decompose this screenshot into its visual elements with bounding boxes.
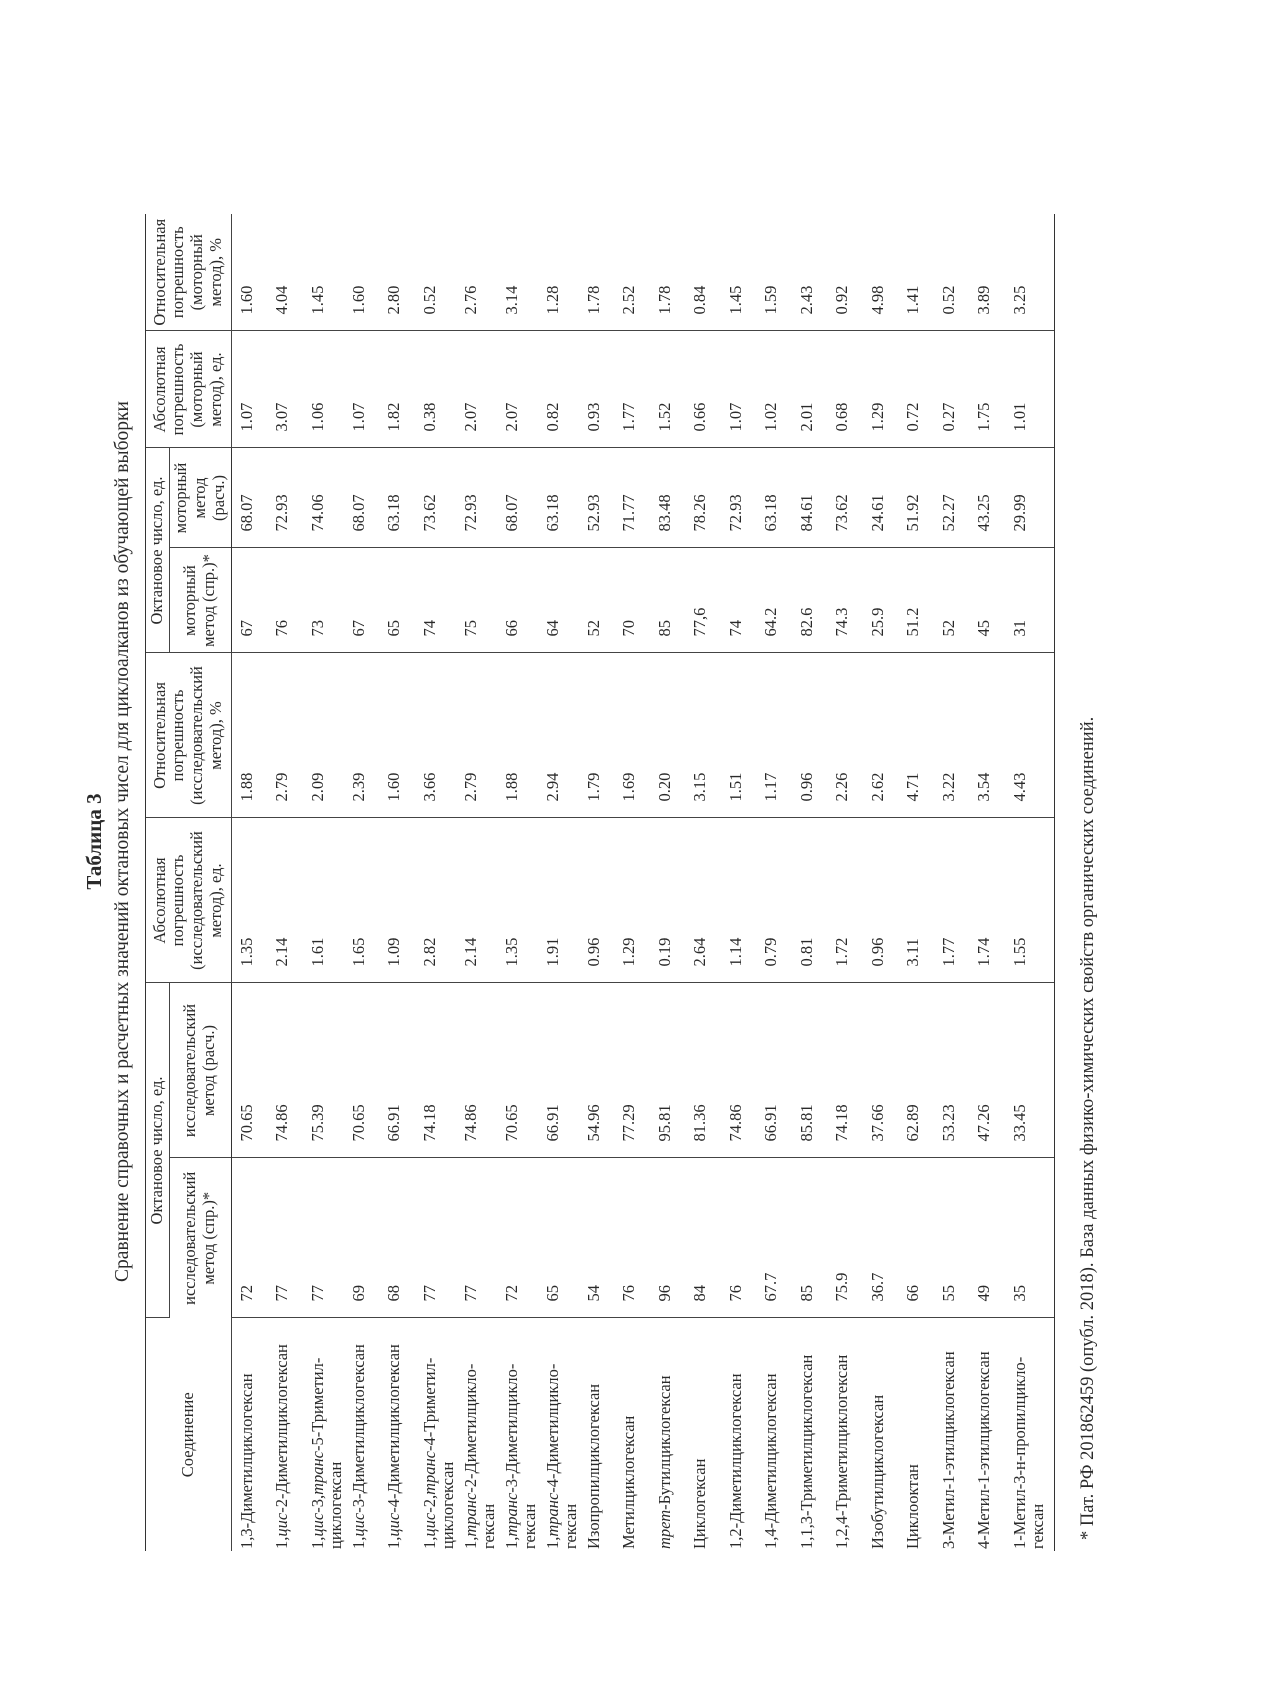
compound-name bbox=[460, 1318, 501, 1551]
compound-name-part: -2, bbox=[419, 1494, 439, 1513]
compound-name-part: цис bbox=[272, 1512, 292, 1537]
header-research-calc: исследовательский метод (расч.) bbox=[169, 983, 231, 1158]
rel-err-motor-cell: 2.76 bbox=[460, 214, 501, 331]
rel-err-research-cell: 4.43 bbox=[1009, 653, 1054, 818]
research-ref-cell: 68 bbox=[383, 1158, 419, 1318]
rel-err-motor-cell: 1.45 bbox=[725, 214, 761, 331]
motor-calc-cell: 43.25 bbox=[973, 448, 1009, 548]
compound-name-part: 1, bbox=[460, 1536, 480, 1549]
motor-ref-cell: 74 bbox=[725, 548, 761, 653]
rel-err-research-cell: 2.79 bbox=[271, 653, 307, 818]
rel-err-motor-cell: 1.78 bbox=[654, 214, 690, 331]
motor-calc-cell: 83.48 bbox=[654, 448, 690, 548]
compound-name bbox=[618, 1318, 654, 1551]
abs-err-motor-cell: 1.07 bbox=[231, 331, 271, 448]
abs-err-research-cell: 1.55 bbox=[1009, 818, 1054, 983]
abs-err-research-cell: 2.64 bbox=[689, 818, 725, 983]
research-ref-cell: 77 bbox=[419, 1158, 460, 1318]
table-row bbox=[938, 66, 974, 1551]
motor-calc-cell: 29.99 bbox=[1009, 448, 1054, 548]
research-calc-cell: 66.91 bbox=[542, 983, 583, 1158]
abs-err-motor-cell: 0.66 bbox=[689, 331, 725, 448]
abs-err-research-cell: 1.09 bbox=[383, 818, 419, 983]
motor-ref-cell: 85 bbox=[654, 548, 690, 653]
abs-err-motor-cell: 1.77 bbox=[618, 331, 654, 448]
rel-err-motor-cell: 1.41 bbox=[902, 214, 938, 331]
research-calc-cell: 74.18 bbox=[831, 983, 867, 1158]
compound-name-part: 1-Метил-3-н-пропилцикло-гексан bbox=[1009, 1356, 1048, 1549]
research-ref-cell: 76 bbox=[725, 1158, 761, 1318]
motor-calc-cell: 68.07 bbox=[501, 448, 542, 548]
compound-name-part: Изопропилциклогексан bbox=[583, 1383, 603, 1549]
research-calc-cell: 66.91 bbox=[760, 983, 796, 1158]
research-calc-cell: 75.39 bbox=[307, 983, 348, 1158]
abs-err-motor-cell: 0.27 bbox=[938, 331, 974, 448]
table-row bbox=[348, 66, 384, 1551]
compound-name-part: 1, bbox=[501, 1536, 521, 1549]
research-calc-cell: 47.26 bbox=[973, 983, 1009, 1158]
abs-err-research-cell: 1.29 bbox=[618, 818, 654, 983]
compound-name-part: -3-Диметилцикло-гексан bbox=[501, 1363, 540, 1549]
abs-err-research-cell: 1.72 bbox=[831, 818, 867, 983]
table-row bbox=[725, 66, 761, 1551]
header-abs-err-motor: Абсолютная погрешность (моторный метод), ед. bbox=[146, 331, 232, 448]
octane-comparison-table bbox=[145, 66, 1055, 1551]
compound-name bbox=[1009, 1318, 1054, 1551]
motor-calc-cell: 52.27 bbox=[938, 448, 974, 548]
rel-err-research-cell: 2.62 bbox=[867, 653, 903, 818]
compound-name-part: Циклооктан bbox=[903, 1464, 923, 1549]
rel-err-research-cell: 1.88 bbox=[501, 653, 542, 818]
rel-err-motor-cell: 2.52 bbox=[618, 214, 654, 331]
compound-name-part: транс bbox=[460, 1492, 480, 1537]
compound-name-part: 1, bbox=[384, 1536, 404, 1549]
rel-err-research-cell: 3.66 bbox=[419, 653, 460, 818]
header-research-ref: исследовательский метод (спр.)* bbox=[169, 1158, 231, 1318]
research-ref-cell: 77 bbox=[307, 1158, 348, 1318]
motor-ref-cell: 76 bbox=[271, 548, 307, 653]
rel-err-motor-cell: 0.92 bbox=[831, 214, 867, 331]
research-ref-cell: 76 bbox=[618, 1158, 654, 1318]
motor-calc-cell: 63.18 bbox=[760, 448, 796, 548]
rel-err-motor-cell: 1.59 bbox=[760, 214, 796, 331]
motor-calc-cell: 73.62 bbox=[831, 448, 867, 548]
rel-err-motor-cell: 1.60 bbox=[231, 214, 271, 331]
motor-calc-cell: 84.61 bbox=[796, 448, 832, 548]
rel-err-motor-cell: 1.28 bbox=[542, 214, 583, 331]
motor-calc-cell: 63.18 bbox=[383, 448, 419, 548]
table-row bbox=[689, 66, 725, 1551]
rel-err-research-cell: 0.20 bbox=[654, 653, 690, 818]
table-row bbox=[867, 66, 903, 1551]
table-row bbox=[618, 66, 654, 1551]
compound-name bbox=[902, 1318, 938, 1551]
compound-name-part: -Бутилциклогексан bbox=[654, 1375, 674, 1510]
abs-err-research-cell: 3.11 bbox=[902, 818, 938, 983]
rel-err-motor-cell: 1.45 bbox=[307, 214, 348, 331]
abs-err-motor-cell: 0.93 bbox=[583, 331, 619, 448]
motor-ref-cell: 67 bbox=[231, 548, 271, 653]
compound-name bbox=[542, 1318, 583, 1551]
abs-err-motor-cell: 1.82 bbox=[383, 331, 419, 448]
rel-err-motor-cell: 2.80 bbox=[383, 214, 419, 331]
research-calc-cell: 62.89 bbox=[902, 983, 938, 1158]
abs-err-research-cell: 1.74 bbox=[973, 818, 1009, 983]
abs-err-research-cell: 0.19 bbox=[654, 818, 690, 983]
rel-err-research-cell: 3.15 bbox=[689, 653, 725, 818]
research-calc-cell: 53.23 bbox=[938, 983, 974, 1158]
compound-name-part: 1, bbox=[542, 1536, 562, 1549]
rel-err-motor-cell: 3.89 bbox=[973, 214, 1009, 331]
rel-err-research-cell: 1.51 bbox=[725, 653, 761, 818]
research-calc-cell: 70.65 bbox=[501, 983, 542, 1158]
research-calc-cell: 74.86 bbox=[271, 983, 307, 1158]
research-ref-cell: 49 bbox=[973, 1158, 1009, 1318]
motor-ref-cell: 45 bbox=[973, 548, 1009, 653]
compound-name-part: 1,2,4-Триметилциклогексан bbox=[832, 1354, 852, 1549]
motor-ref-cell: 51.2 bbox=[902, 548, 938, 653]
abs-err-motor-cell: 1.29 bbox=[867, 331, 903, 448]
abs-err-research-cell: 0.81 bbox=[796, 818, 832, 983]
motor-calc-cell: 73.62 bbox=[419, 448, 460, 548]
header-motor-calc: моторный метод (расч.) bbox=[169, 448, 231, 548]
rel-err-motor-cell: 2.43 bbox=[796, 214, 832, 331]
compound-name bbox=[938, 1318, 974, 1551]
motor-calc-cell: 72.93 bbox=[271, 448, 307, 548]
compound-name-part: цис bbox=[348, 1512, 368, 1537]
motor-ref-cell: 73 bbox=[307, 548, 348, 653]
abs-err-research-cell: 2.14 bbox=[460, 818, 501, 983]
header-octane-motor: Октановое число, ед. bbox=[146, 448, 170, 653]
rel-err-motor-cell: 3.14 bbox=[501, 214, 542, 331]
abs-err-research-cell: 1.14 bbox=[725, 818, 761, 983]
motor-ref-cell: 52 bbox=[583, 548, 619, 653]
compound-name-part: -2-Диметилцикло-гексан bbox=[460, 1363, 499, 1549]
research-calc-cell: 33.45 bbox=[1009, 983, 1054, 1158]
motor-ref-cell: 66 bbox=[501, 548, 542, 653]
rel-err-research-cell: 2.09 bbox=[307, 653, 348, 818]
compound-name-part: 1,2-Диметилциклогексан bbox=[725, 1373, 745, 1549]
compound-name bbox=[271, 1318, 307, 1551]
motor-calc-cell: 71.77 bbox=[618, 448, 654, 548]
research-ref-cell: 75.9 bbox=[831, 1158, 867, 1318]
abs-err-motor-cell: 0.68 bbox=[831, 331, 867, 448]
abs-err-motor-cell: 1.01 bbox=[1009, 331, 1054, 448]
research-ref-cell: 72 bbox=[231, 1158, 271, 1318]
research-ref-cell: 72 bbox=[501, 1158, 542, 1318]
research-calc-cell: 74.86 bbox=[460, 983, 501, 1158]
research-calc-cell: 70.65 bbox=[348, 983, 384, 1158]
rel-err-motor-cell: 4.04 bbox=[271, 214, 307, 331]
rel-err-research-cell: 2.26 bbox=[831, 653, 867, 818]
compound-name bbox=[501, 1318, 542, 1551]
research-ref-cell: 36.7 bbox=[867, 1158, 903, 1318]
table-row bbox=[973, 66, 1009, 1551]
abs-err-motor-cell: 0.72 bbox=[902, 331, 938, 448]
motor-calc-cell: 52.93 bbox=[583, 448, 619, 548]
motor-ref-cell: 67 bbox=[348, 548, 384, 653]
research-ref-cell: 96 bbox=[654, 1158, 690, 1318]
abs-err-motor-cell: 1.02 bbox=[760, 331, 796, 448]
abs-err-research-cell: 0.96 bbox=[583, 818, 619, 983]
abs-err-motor-cell: 3.07 bbox=[271, 331, 307, 448]
research-ref-cell: 67.7 bbox=[760, 1158, 796, 1318]
compound-name-part: -2-Диметилциклогексан bbox=[272, 1344, 292, 1513]
abs-err-motor-cell: 1.07 bbox=[348, 331, 384, 448]
header-compound: Соединение bbox=[146, 1318, 232, 1551]
table-row bbox=[831, 66, 867, 1551]
research-calc-cell: 66.91 bbox=[383, 983, 419, 1158]
rel-err-research-cell: 1.88 bbox=[231, 653, 271, 818]
rel-err-research-cell: 1.17 bbox=[760, 653, 796, 818]
compound-name-part: 1, bbox=[272, 1536, 292, 1549]
abs-err-motor-cell: 2.01 bbox=[796, 331, 832, 448]
abs-err-motor-cell: 2.07 bbox=[501, 331, 542, 448]
research-calc-cell: 54.96 bbox=[583, 983, 619, 1158]
header-rel-err-research: Относительная погрешность (исследовательский метод), % bbox=[146, 653, 232, 818]
compound-name bbox=[348, 1318, 384, 1551]
rel-err-research-cell: 0.96 bbox=[796, 653, 832, 818]
research-calc-cell: 85.81 bbox=[796, 983, 832, 1158]
abs-err-research-cell: 1.35 bbox=[231, 818, 271, 983]
rel-err-motor-cell: 0.52 bbox=[938, 214, 974, 331]
table-body bbox=[231, 66, 1054, 1551]
table-title: Сравнение справочных и расчетных значений октановых чисел для циклоалканов из обучающей выборки bbox=[112, 401, 133, 1282]
rel-err-motor-cell: 4.98 bbox=[867, 214, 903, 331]
rel-err-research-cell: 1.60 bbox=[383, 653, 419, 818]
rel-err-research-cell: 1.69 bbox=[618, 653, 654, 818]
motor-ref-cell: 82.6 bbox=[796, 548, 832, 653]
research-ref-cell: 35 bbox=[1009, 1158, 1054, 1318]
abs-err-research-cell: 1.61 bbox=[307, 818, 348, 983]
rel-err-motor-cell: 0.52 bbox=[419, 214, 460, 331]
research-ref-cell: 66 bbox=[902, 1158, 938, 1318]
compound-name bbox=[831, 1318, 867, 1551]
compound-name-part: транс bbox=[501, 1492, 521, 1537]
abs-err-motor-cell: 1.52 bbox=[654, 331, 690, 448]
compound-name bbox=[583, 1318, 619, 1551]
table-row bbox=[383, 66, 419, 1551]
motor-ref-cell: 64 bbox=[542, 548, 583, 653]
compound-name-part: -4-Триметил-циклогексан bbox=[419, 1357, 458, 1549]
table-row bbox=[307, 66, 348, 1551]
compound-name-part: цис bbox=[419, 1512, 439, 1537]
abs-err-research-cell: 1.35 bbox=[501, 818, 542, 983]
footnote: * Пат. РФ 201862459 (опубл. 2018). База данных физико-химических свойств органических соединений. bbox=[1078, 716, 1098, 1540]
table-row bbox=[1009, 66, 1054, 1551]
motor-ref-cell: 64.2 bbox=[760, 548, 796, 653]
rel-err-research-cell: 2.39 bbox=[348, 653, 384, 818]
abs-err-research-cell: 2.82 bbox=[419, 818, 460, 983]
compound-name bbox=[973, 1318, 1009, 1551]
motor-calc-cell: 74.06 bbox=[307, 448, 348, 548]
motor-ref-cell: 25.9 bbox=[867, 548, 903, 653]
table-row bbox=[583, 66, 619, 1551]
abs-err-research-cell: 2.14 bbox=[271, 818, 307, 983]
research-ref-cell: 69 bbox=[348, 1158, 384, 1318]
header-abs-err-research: Абсолютная погрешность (исследовательский метод), ед. bbox=[146, 818, 232, 983]
abs-err-motor-cell: 2.07 bbox=[460, 331, 501, 448]
motor-calc-cell: 72.93 bbox=[460, 448, 501, 548]
abs-err-research-cell: 0.79 bbox=[760, 818, 796, 983]
rel-err-research-cell: 3.54 bbox=[973, 653, 1009, 818]
compound-name-part: -4-Диметилциклогексан bbox=[384, 1344, 404, 1513]
research-calc-cell: 37.66 bbox=[867, 983, 903, 1158]
table-number: Таблица 3 bbox=[82, 793, 106, 890]
motor-ref-cell: 77,6 bbox=[689, 548, 725, 653]
compound-name-part: -4-Диметилцикло-гексан bbox=[542, 1363, 581, 1549]
compound-name-part: 1,3-Диметилциклогексан bbox=[236, 1373, 256, 1549]
compound-name-part: Метилциклогексан bbox=[619, 1415, 639, 1549]
compound-name-part: транс bbox=[307, 1450, 327, 1495]
rel-err-motor-cell: 1.60 bbox=[348, 214, 384, 331]
compound-name bbox=[867, 1318, 903, 1551]
compound-name-part: -3-Диметилциклогексан bbox=[348, 1344, 368, 1513]
abs-err-research-cell: 1.77 bbox=[938, 818, 974, 983]
compound-name bbox=[231, 1318, 271, 1551]
compound-name-part: цис bbox=[384, 1512, 404, 1537]
table-row bbox=[796, 66, 832, 1551]
compound-name bbox=[760, 1318, 796, 1551]
motor-calc-cell: 51.92 bbox=[902, 448, 938, 548]
header-rel-err-motor: Относительная погрешность (моторный метод), % bbox=[146, 214, 232, 331]
motor-calc-cell: 78.26 bbox=[689, 448, 725, 548]
table-row bbox=[654, 66, 690, 1551]
compound-name-part: 3-Метил-1-этилциклогексан bbox=[938, 1351, 958, 1549]
compound-name-part: 1, bbox=[348, 1536, 368, 1549]
table-row bbox=[460, 66, 501, 1551]
research-ref-cell: 77 bbox=[460, 1158, 501, 1318]
compound-name bbox=[419, 1318, 460, 1551]
table-header bbox=[146, 66, 232, 1551]
compound-name-part: 1, bbox=[307, 1536, 327, 1549]
motor-ref-cell: 65 bbox=[383, 548, 419, 653]
abs-err-motor-cell: 0.38 bbox=[419, 331, 460, 448]
abs-err-research-cell: 1.91 bbox=[542, 818, 583, 983]
motor-ref-cell: 31 bbox=[1009, 548, 1054, 653]
table-row bbox=[542, 66, 583, 1551]
compound-name bbox=[796, 1318, 832, 1551]
research-calc-cell: 95.81 bbox=[654, 983, 690, 1158]
compound-name-part: трет bbox=[654, 1509, 674, 1549]
compound-name-part: 1,4-Диметилциклогексан bbox=[761, 1373, 781, 1549]
table-row bbox=[231, 66, 271, 1551]
research-ref-cell: 85 bbox=[796, 1158, 832, 1318]
rel-err-research-cell: 4.71 bbox=[902, 653, 938, 818]
motor-ref-cell: 74 bbox=[419, 548, 460, 653]
motor-calc-cell: 68.07 bbox=[231, 448, 271, 548]
compound-name-part: -3, bbox=[307, 1494, 327, 1513]
compound-name bbox=[383, 1318, 419, 1551]
compound-name-part: цис bbox=[307, 1512, 327, 1537]
research-calc-cell: 81.36 bbox=[689, 983, 725, 1158]
research-ref-cell: 54 bbox=[583, 1158, 619, 1318]
motor-calc-cell: 63.18 bbox=[542, 448, 583, 548]
compound-name-part: 4-Метил-1-этилциклогексан bbox=[974, 1351, 994, 1549]
motor-ref-cell: 52 bbox=[938, 548, 974, 653]
header-motor-ref: моторный метод (спр.)* bbox=[169, 548, 231, 653]
compound-name bbox=[654, 1318, 690, 1551]
compound-name-part: 1,1,3-Триметилциклогексан bbox=[796, 1354, 816, 1549]
rel-err-research-cell: 3.22 bbox=[938, 653, 974, 818]
motor-calc-cell: 72.93 bbox=[725, 448, 761, 548]
compound-name-part: транс bbox=[419, 1450, 439, 1495]
compound-name bbox=[689, 1318, 725, 1551]
table-row bbox=[902, 66, 938, 1551]
research-calc-cell: 74.18 bbox=[419, 983, 460, 1158]
research-ref-cell: 55 bbox=[938, 1158, 974, 1318]
rel-err-motor-cell: 3.25 bbox=[1009, 214, 1054, 331]
compound-name-part: -5-Триметил-циклогексан bbox=[307, 1357, 346, 1549]
compound-name bbox=[725, 1318, 761, 1551]
motor-ref-cell: 74.3 bbox=[831, 548, 867, 653]
table-row bbox=[760, 66, 796, 1551]
abs-err-motor-cell: 1.75 bbox=[973, 331, 1009, 448]
abs-err-research-cell: 0.96 bbox=[867, 818, 903, 983]
rel-err-motor-cell: 0.84 bbox=[689, 214, 725, 331]
compound-name-part: Изобутилциклогексан bbox=[867, 1394, 887, 1549]
abs-err-motor-cell: 0.82 bbox=[542, 331, 583, 448]
motor-calc-cell: 24.61 bbox=[867, 448, 903, 548]
rel-err-motor-cell: 1.78 bbox=[583, 214, 619, 331]
motor-calc-cell: 68.07 bbox=[348, 448, 384, 548]
abs-err-motor-cell: 1.06 bbox=[307, 331, 348, 448]
compound-name-part: 1, bbox=[419, 1536, 439, 1549]
research-calc-cell: 74.86 bbox=[725, 983, 761, 1158]
motor-ref-cell: 75 bbox=[460, 548, 501, 653]
compound-name-part: Циклогексан bbox=[690, 1458, 710, 1549]
motor-ref-cell: 70 bbox=[618, 548, 654, 653]
research-calc-cell: 70.65 bbox=[231, 983, 271, 1158]
research-ref-cell: 65 bbox=[542, 1158, 583, 1318]
research-ref-cell: 77 bbox=[271, 1158, 307, 1318]
header-octane-research: Октановое число, ед. bbox=[146, 983, 170, 1318]
rel-err-research-cell: 2.94 bbox=[542, 653, 583, 818]
research-ref-cell: 84 bbox=[689, 1158, 725, 1318]
compound-name-part: транс bbox=[542, 1492, 562, 1537]
rel-err-research-cell: 2.79 bbox=[460, 653, 501, 818]
table-row bbox=[501, 66, 542, 1551]
abs-err-motor-cell: 1.07 bbox=[725, 331, 761, 448]
compound-name bbox=[307, 1318, 348, 1551]
table-row bbox=[419, 66, 460, 1551]
abs-err-research-cell: 1.65 bbox=[348, 818, 384, 983]
table-row bbox=[271, 66, 307, 1551]
research-calc-cell: 77.29 bbox=[618, 983, 654, 1158]
rel-err-research-cell: 1.79 bbox=[583, 653, 619, 818]
